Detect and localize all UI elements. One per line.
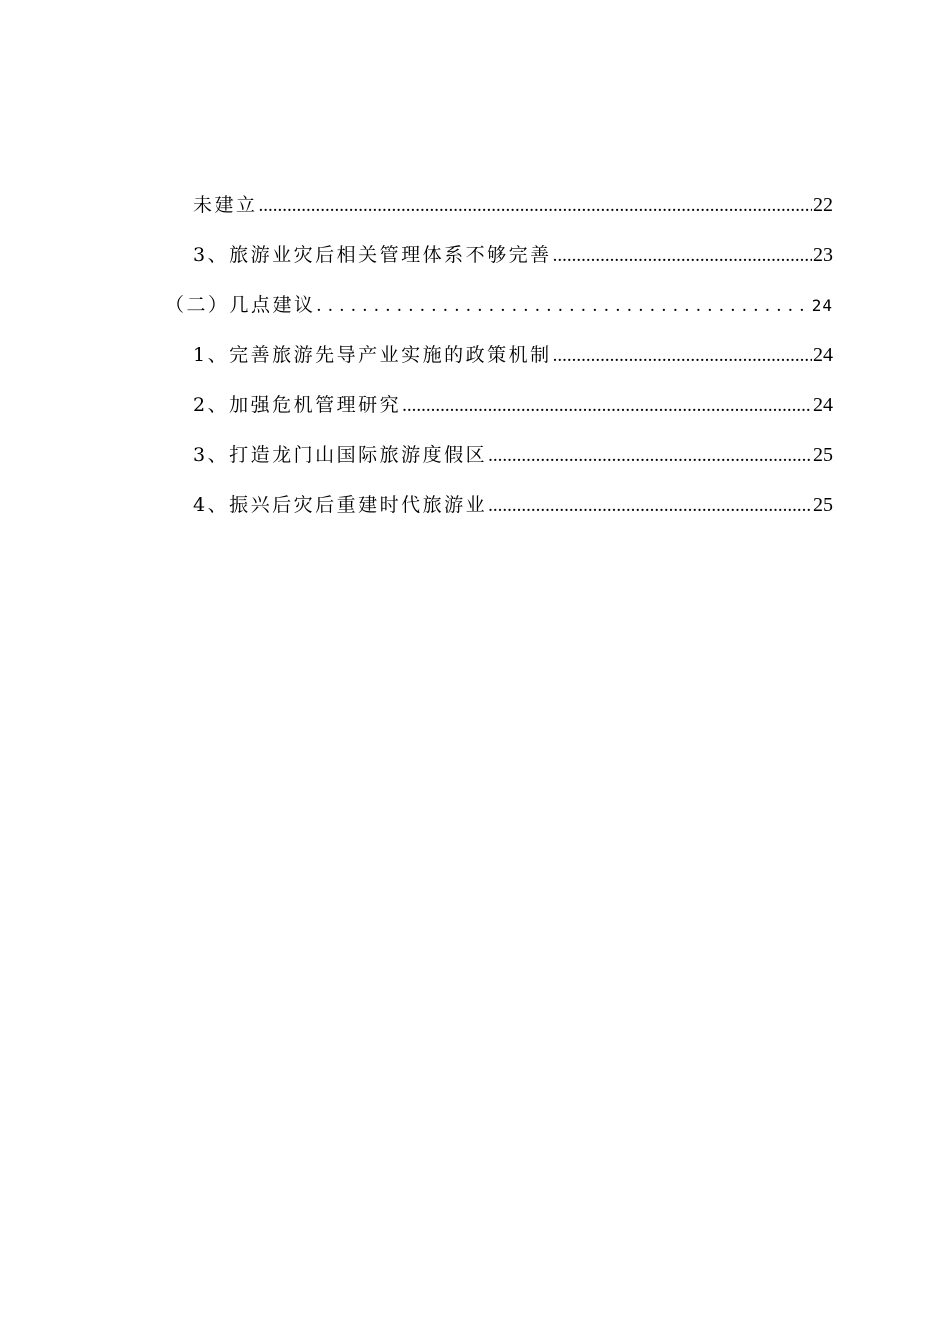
toc-dot-leader: [259, 195, 812, 217]
toc-entry[interactable]: [193, 440, 833, 470]
toc-page-number: 24: [813, 394, 833, 416]
toc-page-number: 25: [813, 494, 833, 516]
toc-entry[interactable]: [193, 240, 833, 270]
toc-dot-leader: [488, 495, 812, 517]
toc-page-number: 22: [813, 194, 833, 216]
toc-dot-leader: [488, 445, 812, 467]
toc-page-number: 25: [813, 444, 833, 466]
toc-section-entry[interactable]: [165, 290, 833, 320]
toc-dot-leader: [402, 395, 812, 417]
toc-page-number: 24: [813, 344, 833, 366]
toc-entry-title: 2、加强危机管理研究: [193, 394, 402, 416]
toc-entry[interactable]: [193, 190, 833, 220]
toc-dot-leader: [553, 345, 812, 367]
toc-dot-leader: [317, 295, 811, 317]
toc-entry-title: 未建立: [193, 194, 258, 216]
toc-entry-title: 1、完善旅游先导产业实施的政策机制: [193, 344, 552, 366]
toc-entry-title: （二）几点建议: [165, 294, 316, 316]
toc-entry-title: 3、打造龙门山国际旅游度假区: [193, 444, 488, 466]
toc-entry-title: 4、振兴后灾后重建时代旅游业: [193, 494, 488, 516]
toc-entry-title: 3、旅游业灾后相关管理体系不够完善: [193, 244, 552, 266]
toc-entry[interactable]: [193, 340, 833, 370]
toc-page-number: 24: [811, 296, 833, 315]
toc-entry[interactable]: [193, 490, 833, 520]
toc-dot-leader: [553, 245, 812, 267]
toc-entry[interactable]: [193, 390, 833, 420]
toc-page-number: 23: [813, 244, 833, 266]
